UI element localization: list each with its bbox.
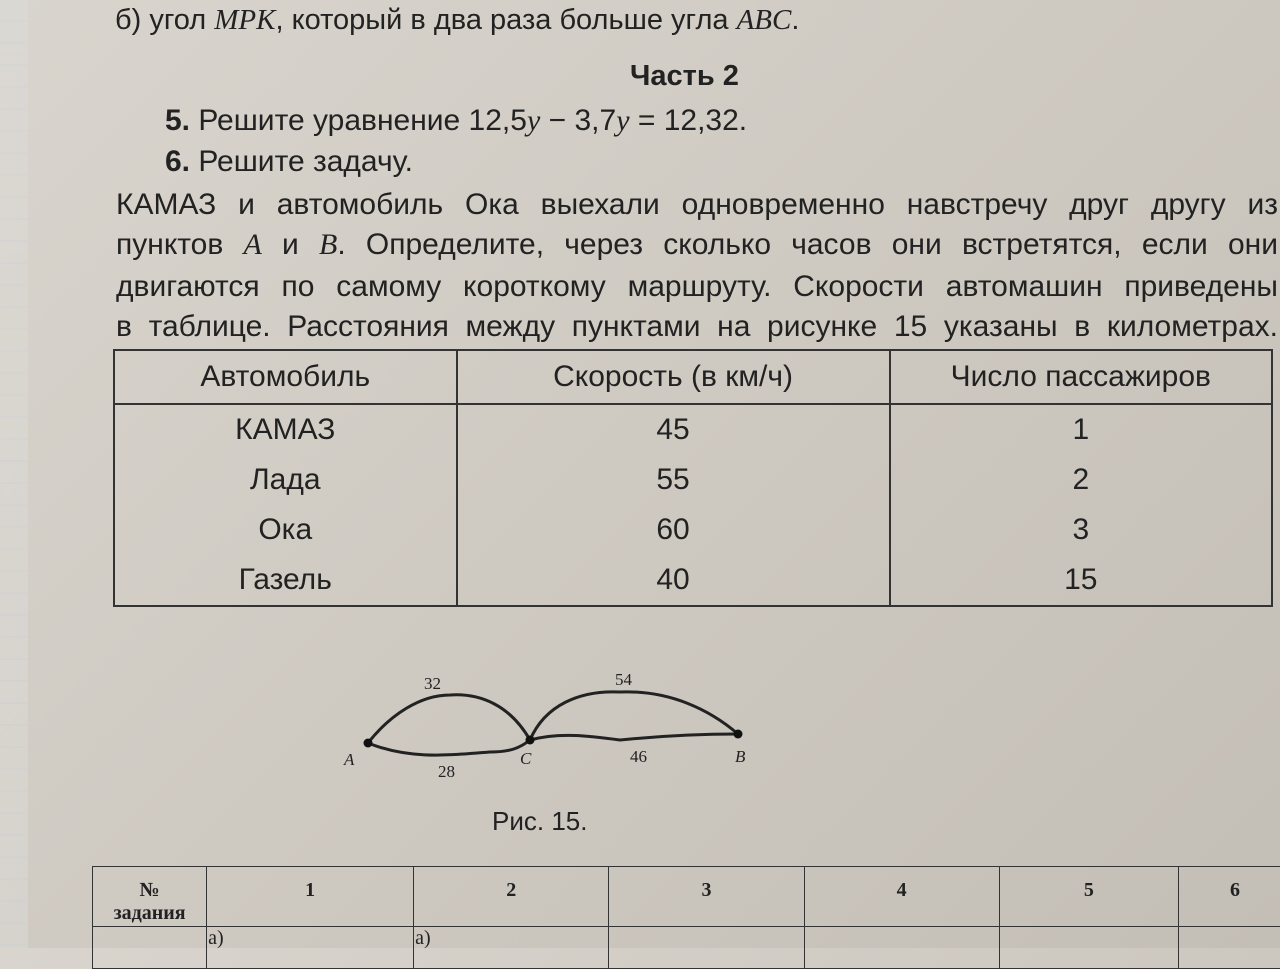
- table-row: [114, 404, 1272, 455]
- point-a-dot: [364, 739, 373, 748]
- route-cb-bottom: [530, 734, 738, 740]
- task-number-header: № задания: [93, 867, 207, 927]
- answer-col-1: 1: [207, 867, 414, 927]
- table-row: [114, 555, 1272, 606]
- header-vehicle: Автомобиль: [114, 350, 457, 404]
- point-a-label: A: [343, 750, 355, 769]
- answer-col-6: 6: [1179, 867, 1280, 927]
- point-c-dot: [526, 736, 535, 745]
- route-ac-top: [368, 695, 530, 743]
- route-ac-bottom: [368, 740, 530, 755]
- header-speed: Скорость (в км/ч): [457, 350, 890, 404]
- problem-line-2: пунктов A и B. Определите, через сколько часов они встретятся, если они: [116, 228, 1278, 262]
- table-row: [114, 505, 1272, 555]
- point-b-dot: [734, 730, 743, 739]
- passengers-cell: 1: [890, 404, 1272, 455]
- problem-line-4: в таблице. Расстояния между пунктами на рисунке 15 указаны в километрах.: [116, 310, 1278, 344]
- table-row: [114, 455, 1272, 505]
- answer-table: [92, 866, 1280, 969]
- passengers-cell: 3: [890, 505, 1272, 555]
- header-passengers: Число пассажиров: [890, 350, 1272, 404]
- distance-ac-bottom: 28: [438, 762, 455, 781]
- speed-cell: 55: [457, 455, 890, 505]
- speed-cell: 40: [457, 555, 890, 606]
- vehicle-cell: Лада: [114, 455, 457, 505]
- figure-caption: Рис. 15.: [492, 806, 587, 837]
- passengers-cell: 15: [890, 555, 1272, 606]
- speed-table-header: [114, 350, 1272, 404]
- vehicle-cell: КАМАЗ: [114, 404, 457, 455]
- passengers-cell: 2: [890, 455, 1272, 505]
- task-4b-line: б) угол MPK, который в два раза больше угла ABC.: [115, 4, 799, 37]
- speed-cell: 45: [457, 404, 890, 455]
- route-diagram: [330, 660, 770, 790]
- part-title: Часть 2: [630, 60, 739, 93]
- task-5: 5. Решите уравнение 12,5y − 3,7y = 12,32.: [165, 104, 747, 138]
- vehicle-cell: Газель: [114, 555, 457, 606]
- point-b-label: B: [735, 747, 746, 766]
- answer-col-3: 3: [609, 867, 804, 927]
- problem-line-1: КАМАЗ и автомобиль Ока выехали одновременно навстречу друг другу из: [116, 188, 1278, 222]
- distance-cb-bottom: 46: [630, 747, 647, 766]
- route-cb-top: [530, 692, 738, 740]
- answer-cell: а): [207, 927, 414, 969]
- answer-col-2: 2: [414, 867, 609, 927]
- distance-ac-top: 32: [424, 674, 441, 693]
- vehicle-cell: Ока: [114, 505, 457, 555]
- problem-line-3: двигаются по самому короткому маршруту. Скорости автомашин приведены: [116, 270, 1278, 304]
- distance-cb-top: 54: [615, 670, 633, 689]
- speed-table: [113, 349, 1273, 607]
- task-6: 6. Решите задачу.: [165, 145, 413, 179]
- notebook-edge: [0, 0, 28, 948]
- answer-col-4: 4: [804, 867, 999, 927]
- answer-cell: а): [414, 927, 609, 969]
- point-c-label: C: [520, 749, 532, 768]
- speed-cell: 60: [457, 505, 890, 555]
- answer-col-5: 5: [999, 867, 1178, 927]
- answer-table-header: [93, 867, 1280, 927]
